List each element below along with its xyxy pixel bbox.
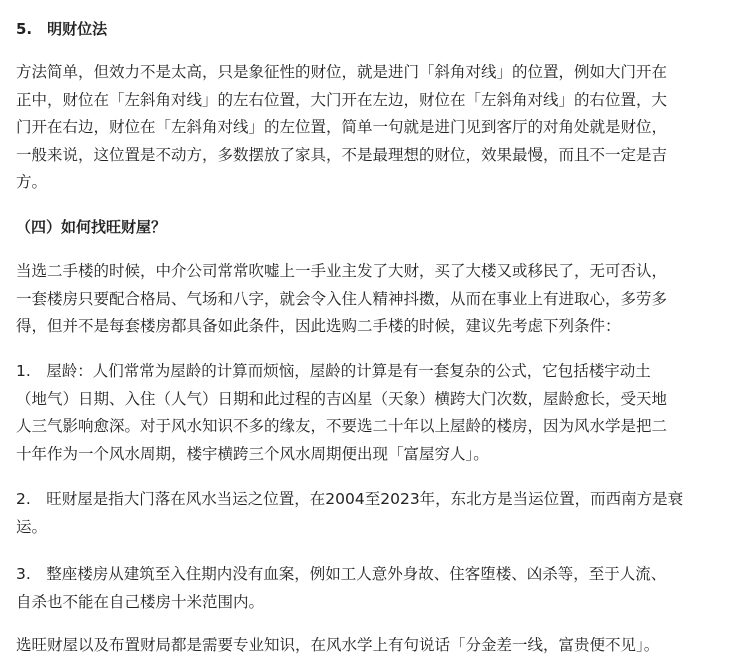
text-line: （地气）日期、入住（人气）日期和此过程的吉凶星（天象）横跨大门次数，屋龄愈长，受天地 (16, 389, 668, 408)
text-line: 一套楼房只要配合格局、气场和八字，就会令入住人精神抖擞，从而在事业上有进取心，多劳多 (16, 289, 668, 308)
paragraph-ming-cai-wei-method (16, 59, 720, 197)
text-line: 选旺财屋以及布置财局都是需要专业知识，在风水学上有句说话「分金差一线，富贵便不见」。 (16, 636, 660, 654)
text-line: 得，但并不是每套楼房都具备如此条件，因此选购二手楼的时候，建议先考虑下列条件： (16, 317, 621, 335)
text-line: 自杀也不能在自己楼房十米范围内。 (16, 592, 265, 611)
text-line: 正中，财位在「左斜角对线」的左右位置，大门开在左边，财位在「左斜角对线」的右位置，大 (16, 90, 668, 109)
text-line: 一般来说，这位置是不动方，多数摆放了家具，不是最理想的财位，效果最慢，而且不一定是吉 (16, 145, 668, 164)
section-heading-ming-cai-wei: 5. 明财位法 (16, 20, 108, 38)
text-line: 3. 整座楼房从建筑至入住期内没有血案，例如工人意外身故、住客堕楼、凶杀等，至于人流、 (16, 565, 667, 583)
text-line: 人三气影响愈深。对于风水知识不多的缘友，不要选二十年以上屋龄的楼房，因为风水学是把二 (16, 417, 668, 435)
text-line: 方。 (16, 173, 48, 191)
section-heading-find-wealth-house: （四）如何找旺财屋？ (16, 218, 167, 236)
list-item-door-direction (16, 486, 720, 541)
text-line: 运。 (16, 517, 48, 536)
list-item-no-incidents (16, 561, 720, 616)
text-line: 当选二手楼的时候，中介公司常常吹嘘上一手业主发了大财，买了大楼又或移民了，无可否认， (16, 262, 668, 280)
text-line: 十年作为一个风水周期，楼宇横跨三个风水周期便出现「富屋穷人」。 (16, 444, 489, 463)
text-line: 方法简单，但效力不是太高，只是象征性的财位，就是进门「斜角对线」的位置，例如大门开在 (16, 63, 668, 81)
text-line: 2. 旺财屋是指大门落在风水当运之位置，在2004至2023年，东北方是当运位置，而西南方是衰 (16, 490, 684, 508)
text-line: 1. 屋龄：人们常常为屋龄的计算而烦恼，屋龄的计算是有一套复杂的公式，它包括楼宇动土 (16, 362, 651, 380)
paragraph-conclusion (16, 632, 720, 660)
list-item-house-age (16, 358, 720, 468)
text-line: 门开在右边，财位在「左斜角对线」的左位置，简单一句就是进门见到客厅的对角处就是财位， (16, 118, 668, 136)
paragraph-second-hand-intro (16, 258, 720, 341)
